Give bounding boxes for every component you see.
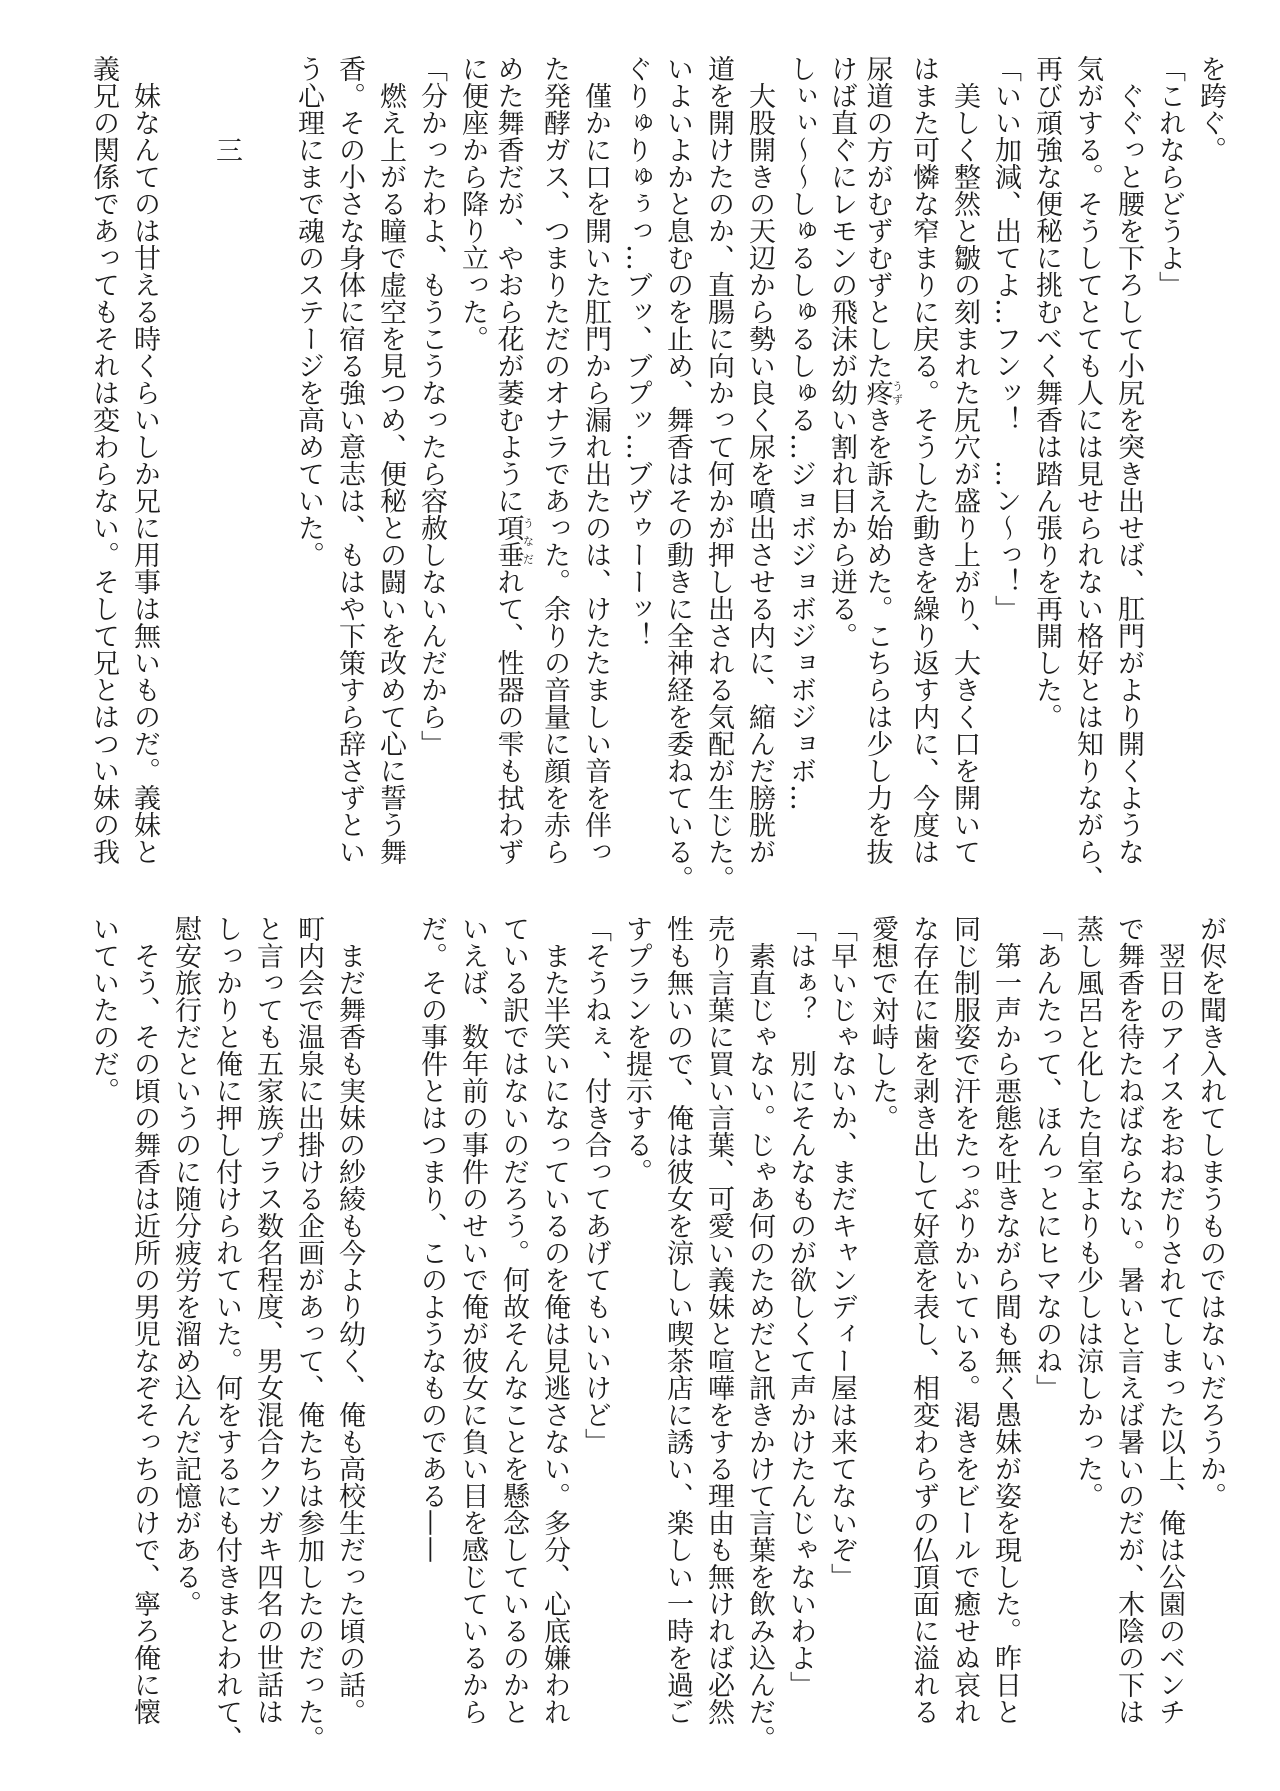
text-column: けば直ぐにレモンの飛沫が幼い割れ目から迸る。: [826, 55, 857, 649]
text-column: に便座から降り立った。: [457, 55, 488, 352]
text-column: そう、その頃の舞香は近所の男児なぞそっちのけで、寧ろ俺に懐: [129, 915, 160, 1725]
text-column: と言っても五家族プラス数名程度、男女混合クソガキ四名の世話は: [252, 915, 283, 1725]
text-column: 翌日のアイスをおねだりされてしまった以上、俺は公園のベンチ: [1154, 915, 1185, 1725]
text-column: 「いい加減、出てよ…フンッ！ …ン〜っ！」: [990, 55, 1021, 622]
text-column: すプランを提示する。: [621, 915, 652, 1185]
text-column: また半笑いになっているのを俺は見逃さない。多分、心底嫌われ: [539, 915, 570, 1725]
text-column: [165, 55, 206, 885]
upper-text-block: [83, 55, 1231, 892]
text-column: が侭を聞き入れてしまうものではないだろうか。: [1195, 915, 1226, 1509]
text-column: だ。その事件とはつまり、このようなものである——: [416, 915, 447, 1563]
text-column: 美しく整然と皺の刻まれた尻穴が盛り上がり、大きく口を開いて: [949, 55, 980, 865]
text-column: 慰安旅行だというのに随分疲労を溜め込んだ記憶がある。: [170, 915, 201, 1617]
text-column: 「これならどうよ」: [1154, 55, 1185, 298]
text-column: 「あんたって、ほんっとにヒマなのね」: [1031, 915, 1062, 1401]
text-column: う心理にまで魂のステージを高めていた。: [293, 55, 324, 568]
text-column: しぃぃ〜〜しゅるしゅるしゅる…ジョボジョボジョボジョボ…: [785, 55, 816, 811]
text-column: ぐぐっと腰を下ろして小尻を突き出せば、肛門がより開くような: [1113, 55, 1144, 865]
text-segment: 尿道の方がむずむずとした: [861, 55, 893, 379]
text-column: な存在に歯を剥き出して好意を表し、相変わらずの仏頂面に溢れる: [908, 915, 939, 1725]
ruby-reading: うなだ: [521, 514, 535, 568]
text-column: 気がする。そうしてとても人には見せられない格好とは知りながら、: [1072, 55, 1103, 892]
text-column: 妹なんてのは甘える時くらいしか兄に用事は無いものだ。義妹と: [129, 55, 160, 865]
text-column: ぐりゅりゅぅっ…ブッ、ブプッ…ブヴゥーーッ！: [621, 55, 652, 649]
text-column: 義兄の関係であってもそれは変わらない。そして兄とはつい妹の我: [88, 55, 119, 865]
text-column: 道を開けたのか、直腸に向かって何かが押し出される気配が生じた。: [703, 55, 734, 892]
lower-text-block: [83, 915, 1231, 1752]
text-column: た発酵ガス、つまりただのオナラであった。余りの音量に顔を赤ら: [539, 55, 570, 865]
text-column: しっかりと俺に押し付けられていた。何をするにも付きまとわれて、: [211, 915, 242, 1752]
text-column: 「そうねぇ、付き合ってあげてもいいけど」: [580, 915, 611, 1455]
ruby-base: 項垂: [492, 514, 524, 568]
text-column: [493, 55, 534, 885]
text-column: 蒸し風呂と化した自室よりも少しは涼しかった。: [1072, 915, 1103, 1509]
text-column: 第一声から悪態を吐きながら間も無く愚妹が姿を現した。昨日と: [990, 915, 1021, 1725]
text-column: 「早いじゃないか、まだキャンディー屋は来てないぞ」: [826, 915, 857, 1590]
ruby-annotation: [492, 514, 535, 568]
text-column: まだ舞香も実妹の紗綾も今より幼く、俺も高校生だった頃の話。: [334, 915, 365, 1725]
ruby-annotation: [861, 379, 904, 406]
text-column: 燃え上がる瞳で虚空を見つめ、便秘との闘いを改めて心に誓う舞: [375, 55, 406, 865]
text-column: ている訳ではないのだろう。何故そんなことを懸念しているのかと: [498, 915, 529, 1725]
text-column: 愛想で対峙した。: [867, 915, 898, 1131]
text-segment: きを訴え始めた。こちらは少し力を抜: [861, 406, 893, 865]
text-column: 「分かったわよ、もうこうなったら容赦しないんだから」: [416, 55, 447, 757]
text-column: で舞香を待たねばならない。暑いと言えば暑いのだが、木陰の下は: [1113, 915, 1144, 1725]
text-column: 売り言葉に買い言葉、可愛い義妹と喧嘩をする理由も無ければ必然: [703, 915, 734, 1725]
text-column: 性も無いので、俺は彼女を涼しい喫茶店に誘い、楽しい一時を過ご: [662, 915, 693, 1725]
ruby-base: 疼: [861, 379, 893, 406]
text-column: [247, 55, 288, 885]
text-column: いえば、数年前の事件のせいで俺が彼女に負い目を感じているから: [457, 915, 488, 1725]
text-column: 再び頑強な便秘に挑むべく舞香は踏ん張りを再開した。: [1031, 55, 1062, 730]
text-column: [370, 915, 411, 1745]
text-column: を跨ぐ。: [1195, 55, 1226, 163]
text-column: [862, 55, 903, 885]
text-column: 大股開きの天辺から勢い良く尿を噴出させる内に、縮んだ膀胱が: [744, 55, 775, 865]
chapter-heading: 三: [211, 55, 242, 163]
text-column: 同じ制服姿で汗をたっぷりかいている。渇きをビールで癒せぬ哀れ: [949, 915, 980, 1725]
text-segment: めた舞香だが、やおら花が萎むように: [492, 55, 524, 514]
text-column: 香。その小さな身体に宿る強い意志は、もはや下策すら辞さずとい: [334, 55, 365, 865]
text-column: いていたのだ。: [88, 915, 119, 1104]
text-segment: れて、性器の雫も拭わず: [492, 568, 524, 865]
text-column: 「はぁ？ 別にそんなものが欲しくて声かけたんじゃないわよ」: [785, 915, 816, 1698]
ruby-reading: うず: [890, 379, 904, 406]
text-column: 僅かに口を開いた肛門から漏れ出たのは、けたたましい音を伴っ: [580, 55, 611, 865]
text-column: はまた可憐な窄まりに戻る。そうした動きを繰り返す内に、今度は: [908, 55, 939, 865]
text-column: 町内会で温泉に出掛ける企画があって、俺たちは参加したのだった。: [293, 915, 324, 1752]
text-column: いよいよかと息むのを止め、舞香はその動きに全神経を委ねている。: [662, 55, 693, 892]
text-column: 素直じゃない。じゃあ何のためだと訊きかけて言葉を飲み込んだ。: [744, 915, 775, 1752]
